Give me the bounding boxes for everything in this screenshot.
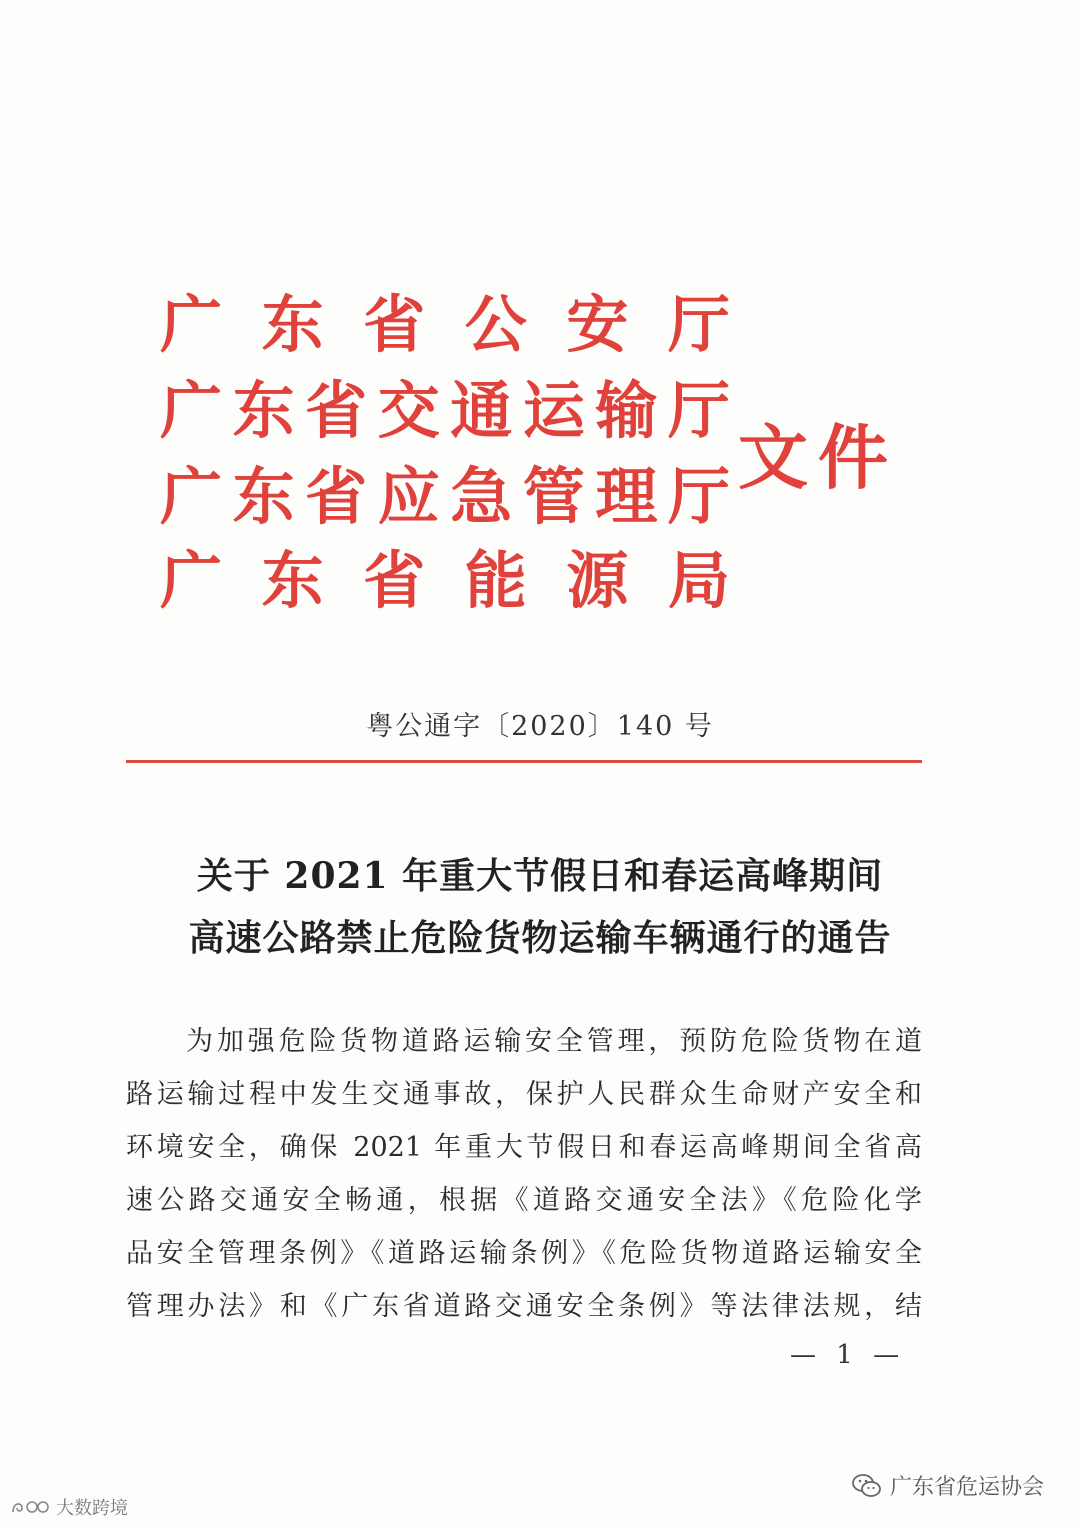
watermark-association-text: 广东省危运协会: [889, 1475, 1044, 1500]
issuer-public-security: 广 东 省 公 安 厅: [160, 288, 730, 361]
watermark-source: [10, 1494, 128, 1520]
issuer-transport: 广 东 省 交 通 运 输 厅: [160, 374, 730, 447]
body-line: 路运输过程中发生交通事故，保护人民群众生命财产安全和: [126, 1079, 922, 1110]
body-line: 管理办法》和《广东省道路交通安全条例》等法律法规，结: [126, 1291, 922, 1322]
wechat-icon: [852, 1473, 882, 1499]
body-line: 环境安全，确保 2021 年重大节假日和春运高峰期间全省高: [126, 1132, 922, 1163]
issuer-energy-bureau: 广 东 省 能 源 局: [160, 544, 730, 617]
notice-title-line-1: 关于 2021 年重大节假日和春运高峰期间: [196, 855, 884, 897]
loop-logo-icon: [10, 1498, 50, 1516]
body-line: 品安全管理条例》《道路运输条例》《危险货物道路运输安全: [126, 1238, 922, 1269]
page-number: — 1 —: [790, 1340, 906, 1370]
watermark-association: [852, 1470, 1044, 1501]
issuer-emergency-management: 广 东 省 应 急 管 理 厅: [160, 460, 730, 533]
notice-title-line-2: 高速公路禁止危险货物运输车辆通行的通告: [188, 917, 892, 959]
document-type-label: 文件: [738, 416, 898, 499]
red-divider: [126, 760, 922, 763]
body-line: 速公路交通安全畅通，根据《道路交通安全法》《危险化学: [126, 1185, 922, 1216]
body-line: 为加强危险货物道路运输安全管理，预防危险货物在道: [186, 1026, 922, 1057]
document-number: 粤公通字〔2020〕140 号: [366, 711, 714, 742]
watermark-source-text: 大数跨境: [56, 1498, 128, 1519]
